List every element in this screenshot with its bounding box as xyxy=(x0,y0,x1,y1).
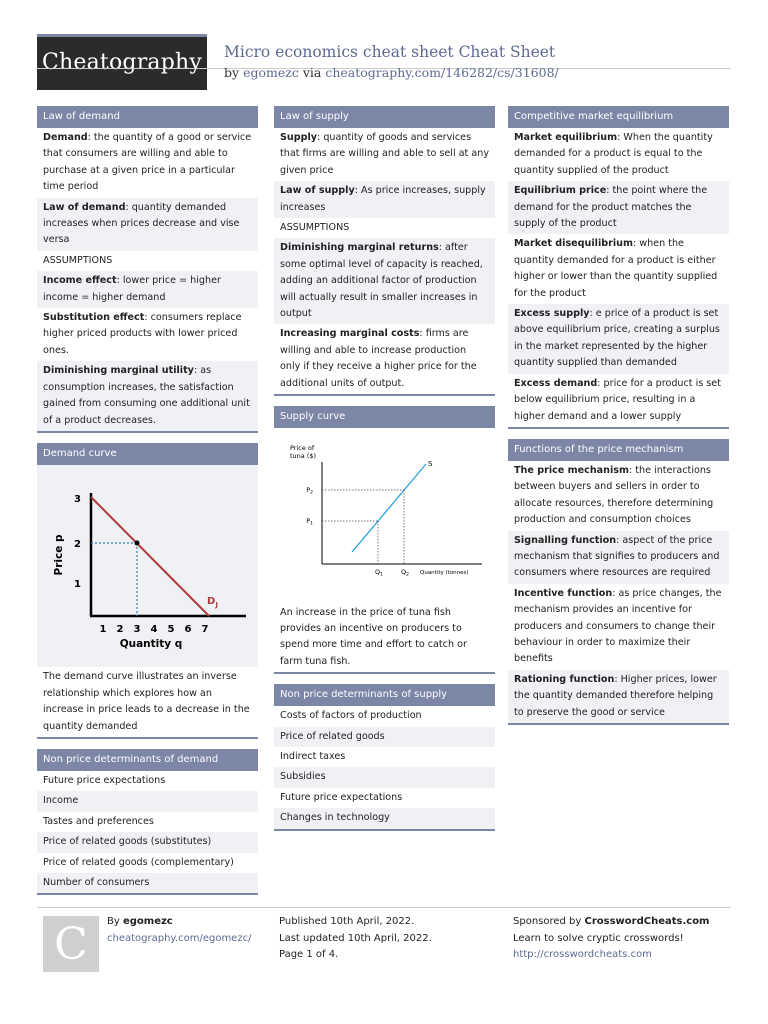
list-item xyxy=(274,128,495,181)
sponsor-line xyxy=(513,914,709,931)
published-date: Published 10th April, 2022. xyxy=(279,916,415,927)
byline xyxy=(224,65,559,80)
list-item xyxy=(274,218,495,238)
section-title: Functions of the price mechanism xyxy=(508,439,729,461)
definition: : Higher prices, lower the quantity demanded therefore helping to preserve the good or service xyxy=(514,673,717,718)
curve-label: S xyxy=(428,460,433,469)
term: Market disequilibrium xyxy=(514,238,633,250)
definition: : the interactions between buyers and sellers in order to allocate resources, therefore determining production and consumption choices xyxy=(514,464,714,526)
list-item xyxy=(37,128,258,198)
list-item xyxy=(508,461,729,531)
section-rows xyxy=(274,706,495,828)
section-title: Law of demand xyxy=(37,106,258,128)
list-item xyxy=(274,238,495,324)
sponsored-label: Sponsored by xyxy=(513,916,585,927)
demand-curve-chart xyxy=(43,473,252,653)
section-rows xyxy=(274,128,495,394)
demand-line xyxy=(91,497,209,616)
section-title: Law of supply xyxy=(274,106,495,128)
definition: : quantity of goods and services that firms are willing and able to sell at any given price xyxy=(280,132,490,176)
supply-curve-caption: An increase in the price of tuna fish provides an incentive on producers to spend more time and effort to catch or farm tuna fish. xyxy=(274,603,495,673)
section-non-price-demand xyxy=(37,749,258,895)
list-item xyxy=(37,198,258,251)
section-title: Non price determinants of supply xyxy=(274,684,495,706)
avatar[interactable]: C xyxy=(43,916,99,972)
supply-curve-chart xyxy=(280,436,489,588)
sponsor-link[interactable]: http://crosswordcheats.com xyxy=(513,949,652,960)
definition: : after some optimal level of capacity is reached, adding an additional factor of production will actually result in smaller increases in output xyxy=(280,242,483,320)
definition: : when the quantity demanded for a product is either higher or lower than the quantity supplied for the product xyxy=(514,238,718,299)
demand-curve-figure xyxy=(37,465,258,667)
definition: : consumers replace higher priced products with lower priced ones. xyxy=(43,312,242,356)
term: Signalling function xyxy=(514,534,617,546)
definition: : as price changes, the mechanism provides an incentive for producers and consumers to change their behaviour in order to maximize their benefits xyxy=(514,587,722,665)
term: Increasing marginal costs xyxy=(280,328,420,340)
updated-date: Last updated 10th April, 2022. xyxy=(279,932,432,944)
list-item xyxy=(37,271,258,308)
y-axis-label: Price of xyxy=(290,444,315,453)
x-tick-label: 5 xyxy=(167,623,175,635)
list-item xyxy=(508,234,729,304)
section-title: Demand curve xyxy=(37,443,258,465)
term: Supply xyxy=(280,132,318,143)
byline-by: by xyxy=(224,65,240,80)
term: Demand xyxy=(43,132,88,143)
x-axis-label: Quantity q xyxy=(119,637,183,650)
x-tick-label: 4 xyxy=(150,623,158,635)
author-line xyxy=(107,914,251,931)
supply-line xyxy=(352,464,426,552)
page-number: Page 1 of 4. xyxy=(279,949,339,960)
list-item xyxy=(508,670,729,723)
q2-label: $Q_2$ xyxy=(401,568,409,578)
sponsor-name[interactable]: CrosswordCheats.com xyxy=(584,916,710,927)
list-item: Costs of factors of production xyxy=(280,710,422,722)
term: Law of demand xyxy=(43,201,126,213)
sheet-title: Micro economics cheat sheet Cheat Sheet xyxy=(224,43,556,61)
list-item xyxy=(508,374,729,427)
section-price-mechanism xyxy=(508,439,729,725)
footer-dates xyxy=(279,914,432,964)
section-supply-curve xyxy=(274,406,495,674)
term: Law of supply xyxy=(280,185,355,197)
footer-sponsor xyxy=(513,914,709,964)
list-item xyxy=(37,251,258,271)
sponsor-text: Learn to solve cryptic crosswords! xyxy=(513,932,684,944)
term: Diminishing marginal utility xyxy=(43,365,194,377)
x-tick-label: 7 xyxy=(201,623,209,635)
y-tick-label: 1 xyxy=(74,578,81,590)
term: The price mechanism xyxy=(514,464,629,476)
column-3 xyxy=(508,106,729,735)
list-item: Income xyxy=(37,791,258,811)
y-tick-label: 2 xyxy=(74,538,81,550)
list-item xyxy=(508,128,729,181)
definition: : aspect of the price mechanism that signifies to producers and consumers where resources are required xyxy=(514,534,720,579)
list-item xyxy=(37,361,258,431)
cheatography-logo[interactable]: Cheatography xyxy=(37,34,207,90)
q1-label: $Q_1$ xyxy=(375,568,383,578)
list-item: Future price expectations xyxy=(43,774,166,786)
list-item xyxy=(508,304,729,374)
footer-author-link[interactable]: cheatography.com/egomezc/ xyxy=(107,932,252,944)
term: Rationing function xyxy=(514,673,615,685)
p2-label: $P_2$ xyxy=(306,486,313,496)
by-label: By xyxy=(107,916,123,927)
term: Excess supply xyxy=(514,308,590,320)
definition: : quantity demanded increases when prices decrease and vise versa xyxy=(43,201,240,246)
definition: ASSUMPTIONS xyxy=(43,254,113,266)
x-tick-label: 1 xyxy=(99,623,107,635)
y-tick-label: 3 xyxy=(74,493,81,505)
footer-author-name[interactable]: egomezc xyxy=(122,916,173,927)
list-item: Subsidies xyxy=(274,767,495,787)
section-title: Non price determinants of demand xyxy=(37,749,258,771)
list-item: Price of related goods (substitutes) xyxy=(37,832,258,852)
footer-author xyxy=(107,914,251,947)
definition: : as consumption increases, the satisfaction gained from consuming one additional unit of a product decreases. xyxy=(43,365,250,426)
definition: ASSUMPTIONS xyxy=(280,222,350,234)
section-rows xyxy=(508,128,729,427)
list-item: Number of consumers xyxy=(37,873,258,893)
section-rows xyxy=(508,461,729,723)
byline-via: via xyxy=(302,65,322,80)
curve-label: $D_J$ xyxy=(207,595,218,609)
x-tick-label: 2 xyxy=(116,623,124,635)
section-rows xyxy=(37,128,258,431)
section-rows xyxy=(37,771,258,893)
definition: : the quantity of a good or service that consumers are willing and able to purchase at a given price in a particular time period xyxy=(43,132,252,193)
p1-label: $P_1$ xyxy=(306,517,313,527)
term: Diminishing marginal returns xyxy=(280,242,439,254)
term: Excess demand xyxy=(514,377,598,389)
section-law-of-supply xyxy=(274,106,495,396)
list-item xyxy=(508,181,729,234)
list-item: Changes in technology xyxy=(274,808,495,828)
section-title: Supply curve xyxy=(274,406,495,428)
x-tick-label: 3 xyxy=(133,623,141,635)
author-link[interactable]: egomezc xyxy=(243,65,299,80)
list-item: Price of related goods (complementary) xyxy=(43,856,234,868)
column-2 xyxy=(274,106,495,841)
section-law-of-demand xyxy=(37,106,258,433)
definition: : price for a product is set below equilibrium price, resulting in a higher demand and a lower supply xyxy=(514,377,721,422)
equilibrium-point xyxy=(135,540,140,545)
section-market-equilibrium xyxy=(508,106,729,429)
y-axis-label: Price p xyxy=(53,534,65,576)
definition: : When the quantity demanded for a product is equal to the quantity supplied of the product xyxy=(514,132,713,176)
section-demand-curve xyxy=(37,443,258,739)
list-item xyxy=(274,324,495,394)
term: Incentive function xyxy=(514,587,613,599)
definition: : the point where the demand for the product matches the supply of the product xyxy=(514,185,708,230)
list-item: Future price expectations xyxy=(280,791,403,803)
term: Income effect xyxy=(43,275,117,287)
definition: : e price of a product is set above equilibrium price, creating a surplus in the market represented by the higher quantity supplied than demanded xyxy=(514,308,720,369)
demand-curve-caption: The demand curve illustrates an inverse relationship which explores how an increase in price leads to a decrease in the quantity demanded xyxy=(43,671,250,732)
term: Equilibrium price xyxy=(514,185,607,197)
list-item: Tastes and preferences xyxy=(43,815,154,827)
section-non-price-supply xyxy=(274,684,495,830)
column-1 xyxy=(37,106,258,905)
list-item: Indirect taxes xyxy=(280,750,346,762)
list-item xyxy=(274,181,495,218)
definition: : As price increases, supply increases xyxy=(280,185,486,213)
list-item xyxy=(508,584,729,670)
term: Market equilibrium xyxy=(514,132,618,143)
page-header xyxy=(37,34,731,90)
y-axis-label: tuna ($) xyxy=(290,452,317,461)
list-item xyxy=(508,531,729,584)
supply-curve-figure xyxy=(274,428,495,602)
x-tick-label: 6 xyxy=(184,623,192,635)
definition: : lower price = higher income = higher demand xyxy=(43,275,221,303)
page-footer xyxy=(37,907,731,977)
sheet-url-link[interactable]: cheatography.com/146282/cs/31608/ xyxy=(325,65,559,80)
list-item: Price of related goods xyxy=(274,727,495,747)
term: Substitution effect xyxy=(43,312,145,324)
x-axis-label: Quantity (tonnes) xyxy=(420,570,469,577)
list-item xyxy=(37,308,258,361)
definition: : firms are willing and able to increase production only if they receive a higher price for the additional units of output. xyxy=(280,328,477,389)
section-title: Competitive market equilibrium xyxy=(508,106,729,128)
